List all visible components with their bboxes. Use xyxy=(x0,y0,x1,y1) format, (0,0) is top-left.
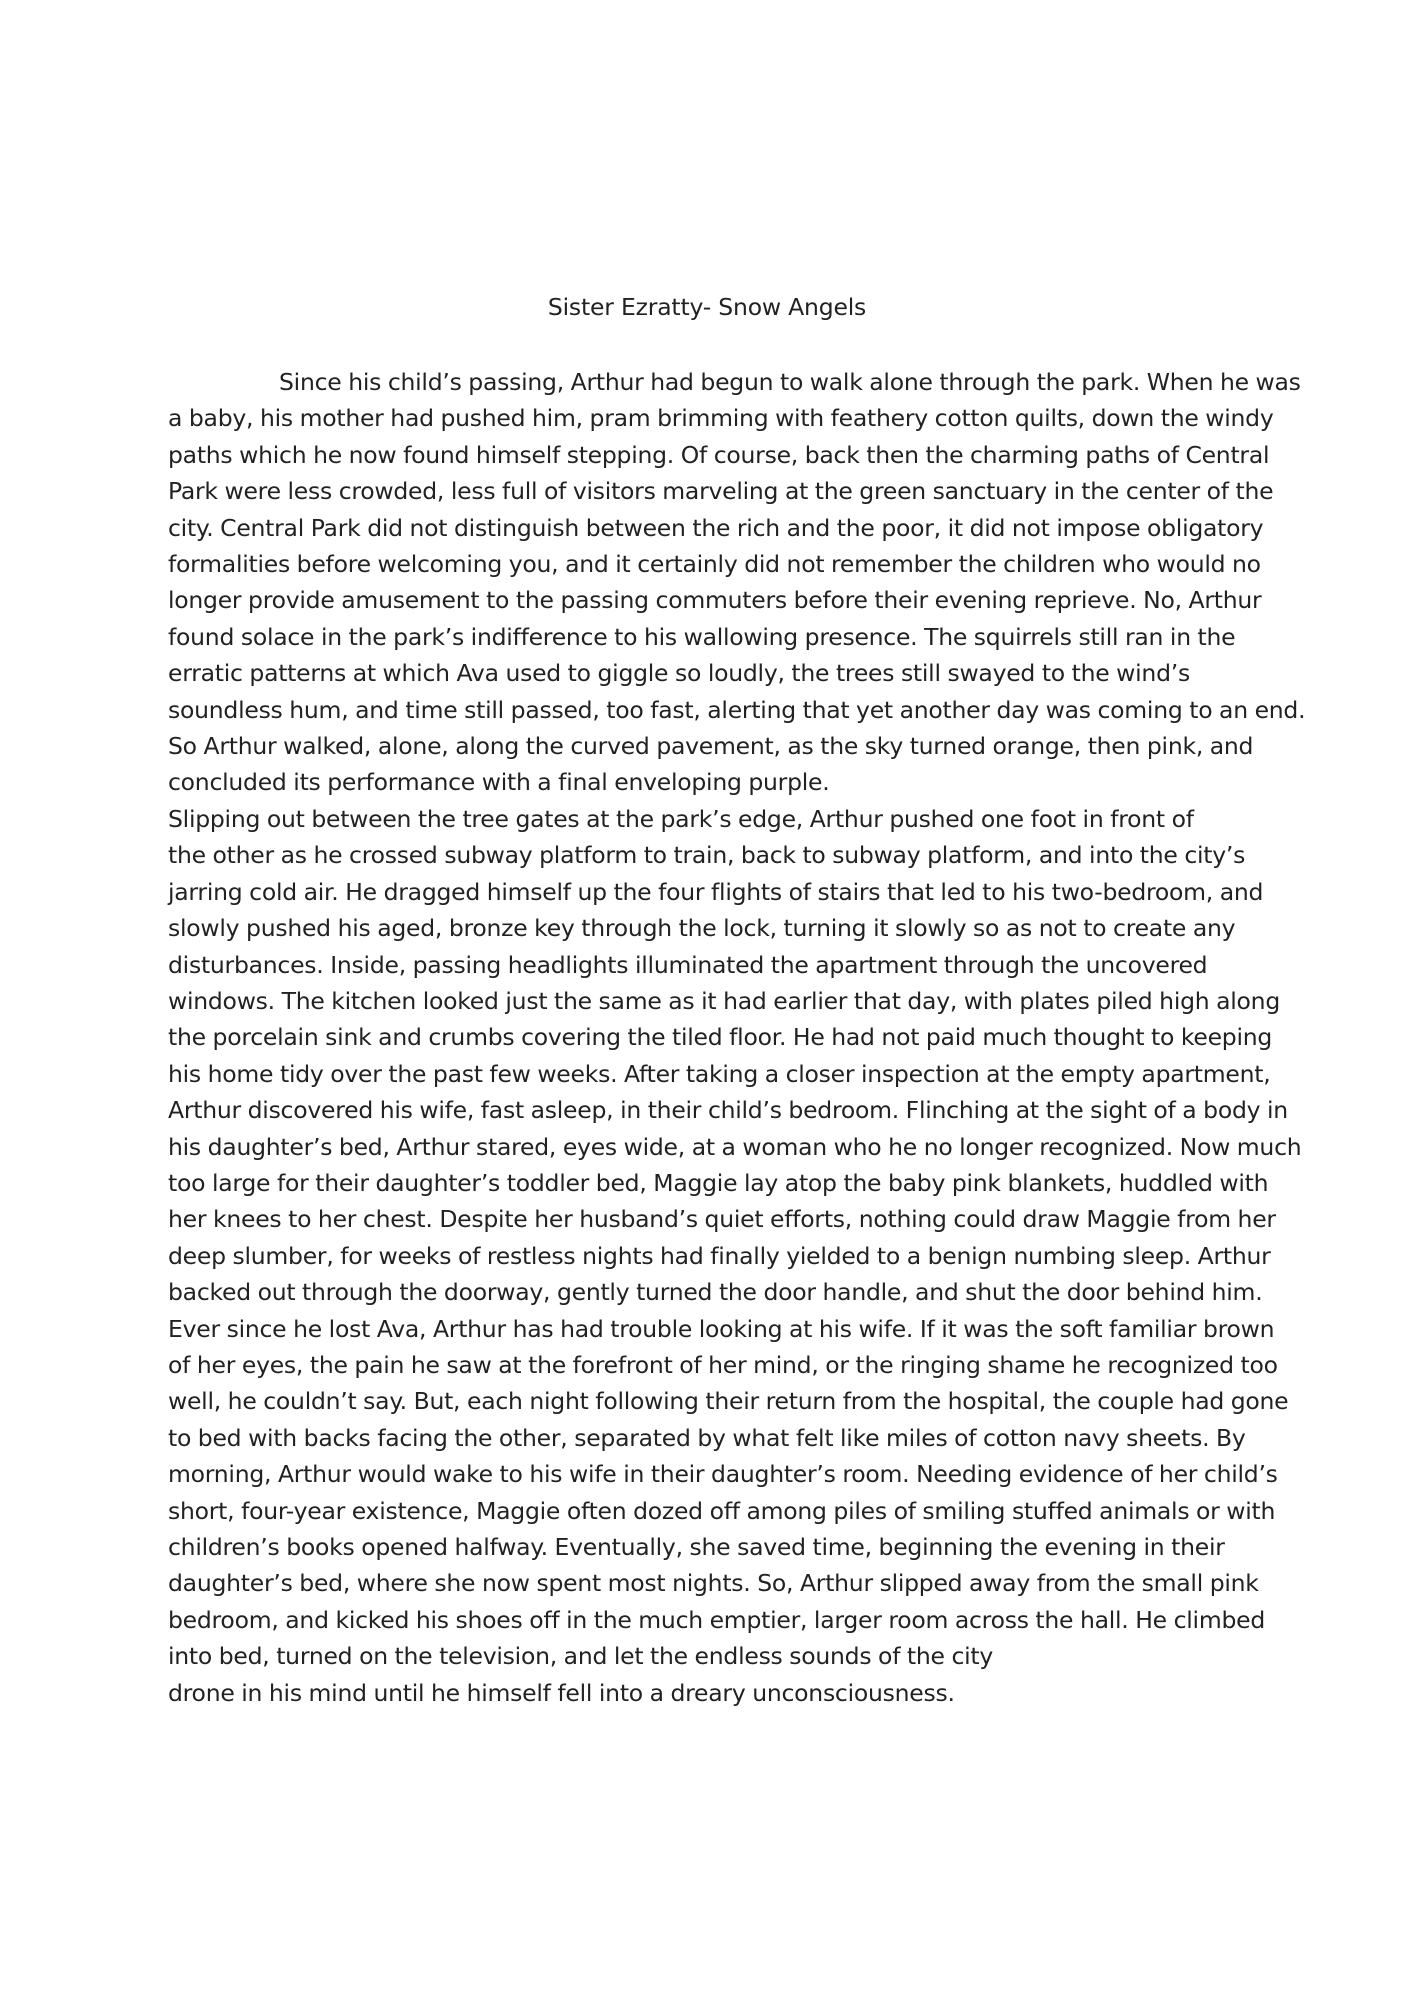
text-line: children’s books opened halfway. Eventually, she saved time, beginning the evening in their xyxy=(168,1533,1225,1561)
text-line: concluded its performance with a final enveloping purple. xyxy=(168,768,830,797)
text-line: disturbances. Inside, passing headlights illuminated the apartment through the uncovered xyxy=(168,950,1208,979)
paragraph xyxy=(168,1311,1289,1711)
text-line: the porcelain sink and crumbs covering the tiled floor. He had not paid much thought to keeping xyxy=(168,1023,1273,1052)
text-line: Since his child’s passing, Arthur had begun to walk alone through the park. When he was xyxy=(279,368,1301,396)
text-line: morning, Arthur would wake to his wife in their daughter’s room. Needing evidence of her child’s xyxy=(168,1460,1278,1489)
text-line: to bed with backs facing the other, separated by what felt like miles of cotton navy sheets. By xyxy=(168,1423,1246,1452)
text-line: jarring cold air. He dragged himself up the four flights of stairs that led to his two-bedroom, and xyxy=(168,877,1264,906)
text-line: well, he couldn’t say. But, each night following their return from the hospital, the couple had gone xyxy=(168,1387,1289,1416)
text-line: longer provide amusement to the passing commuters before their evening reprieve. No, Arthur xyxy=(168,586,1262,615)
text-line: soundless hum, and time still passed, too fast, alerting that yet another day was coming to an end. xyxy=(168,695,1306,724)
text-line: daughter’s bed, where she now spent most nights. So, Arthur slipped away from the small pink xyxy=(168,1569,1259,1598)
text-line: slowly pushed his aged, bronze key through the lock, turning it slowly so as not to create any xyxy=(168,914,1236,943)
text-line: Park were less crowded, less full of visitors marveling at the green sanctuary in the center of the xyxy=(168,477,1274,506)
text-line: her knees to her chest. Despite her husband’s quiet efforts, nothing could draw Maggie from her xyxy=(168,1205,1276,1234)
text-line: Ever since he lost Ava, Arthur has had trouble looking at his wife. If it was the soft familiar brown xyxy=(168,1314,1275,1343)
text-line: city. Central Park did not distinguish between the rich and the poor, it did not impose obligatory xyxy=(168,513,1264,542)
text-line: a baby, his mother had pushed him, pram brimming with feathery cotton quilts, down the windy xyxy=(168,404,1274,433)
text-line: erratic patterns at which Ava used to giggle so loudly, the trees still swayed to the wind’s xyxy=(168,659,1190,688)
text-line: formalities before welcoming you, and it certainly did not remember the children who would no xyxy=(168,550,1261,579)
text-line: drone in his mind until he himself fell into a dreary unconsciousness. xyxy=(168,1678,955,1707)
text-line: Slipping out between the tree gates at the park’s edge, Arthur pushed one foot in front of xyxy=(168,804,1194,833)
paragraph xyxy=(168,801,1302,1311)
text-line: of her eyes, the pain he saw at the forefront of her mind, or the ringing shame he recognized too xyxy=(168,1350,1278,1379)
text-line: his daughter’s bed, Arthur stared, eyes wide, at a woman who he no longer recognized. Now much xyxy=(168,1132,1302,1161)
text-line: paths which he now found himself stepping. Of course, back then the charming paths of Central xyxy=(168,440,1270,469)
text-line: backed out through the doorway, gently turned the door handle, and shut the door behind him. xyxy=(168,1278,1263,1307)
text-line: his home tidy over the past few weeks. After taking a closer inspection at the empty apartment, xyxy=(168,1059,1271,1088)
document-body xyxy=(168,364,1306,1711)
text-line: the other as he crossed subway platform to train, back to subway platform, and into the city’s xyxy=(168,841,1246,870)
text-line: So Arthur walked, alone, along the curved pavement, as the sky turned orange, then pink, and xyxy=(168,732,1254,761)
text-line: into bed, turned on the television, and let the endless sounds of the city xyxy=(168,1642,994,1671)
text-line: windows. The kitchen looked just the same as it had earlier that day, with plates piled high along xyxy=(168,986,1280,1015)
document-title: Sister Ezratty- Snow Angels xyxy=(547,293,867,321)
text-line: found solace in the park’s indifference to his wallowing presence. The squirrels still ran in the xyxy=(168,622,1236,651)
text-line: Arthur discovered his wife, fast asleep, in their child’s bedroom. Flinching at the sight of a body in xyxy=(168,1096,1288,1125)
text-line: deep slumber, for weeks of restless nights had finally yielded to a benign numbing sleep. Arthur xyxy=(168,1241,1271,1270)
text-line: bedroom, and kicked his shoes off in the much emptier, larger room across the hall. He climbed xyxy=(168,1605,1266,1634)
text-line: too large for their daughter’s toddler bed, Maggie lay atop the baby pink blankets, huddled with xyxy=(168,1168,1269,1197)
paragraph xyxy=(168,364,1306,801)
text-line: short, four-year existence, Maggie often dozed off among piles of smiling stuffed animals or with xyxy=(168,1496,1276,1525)
